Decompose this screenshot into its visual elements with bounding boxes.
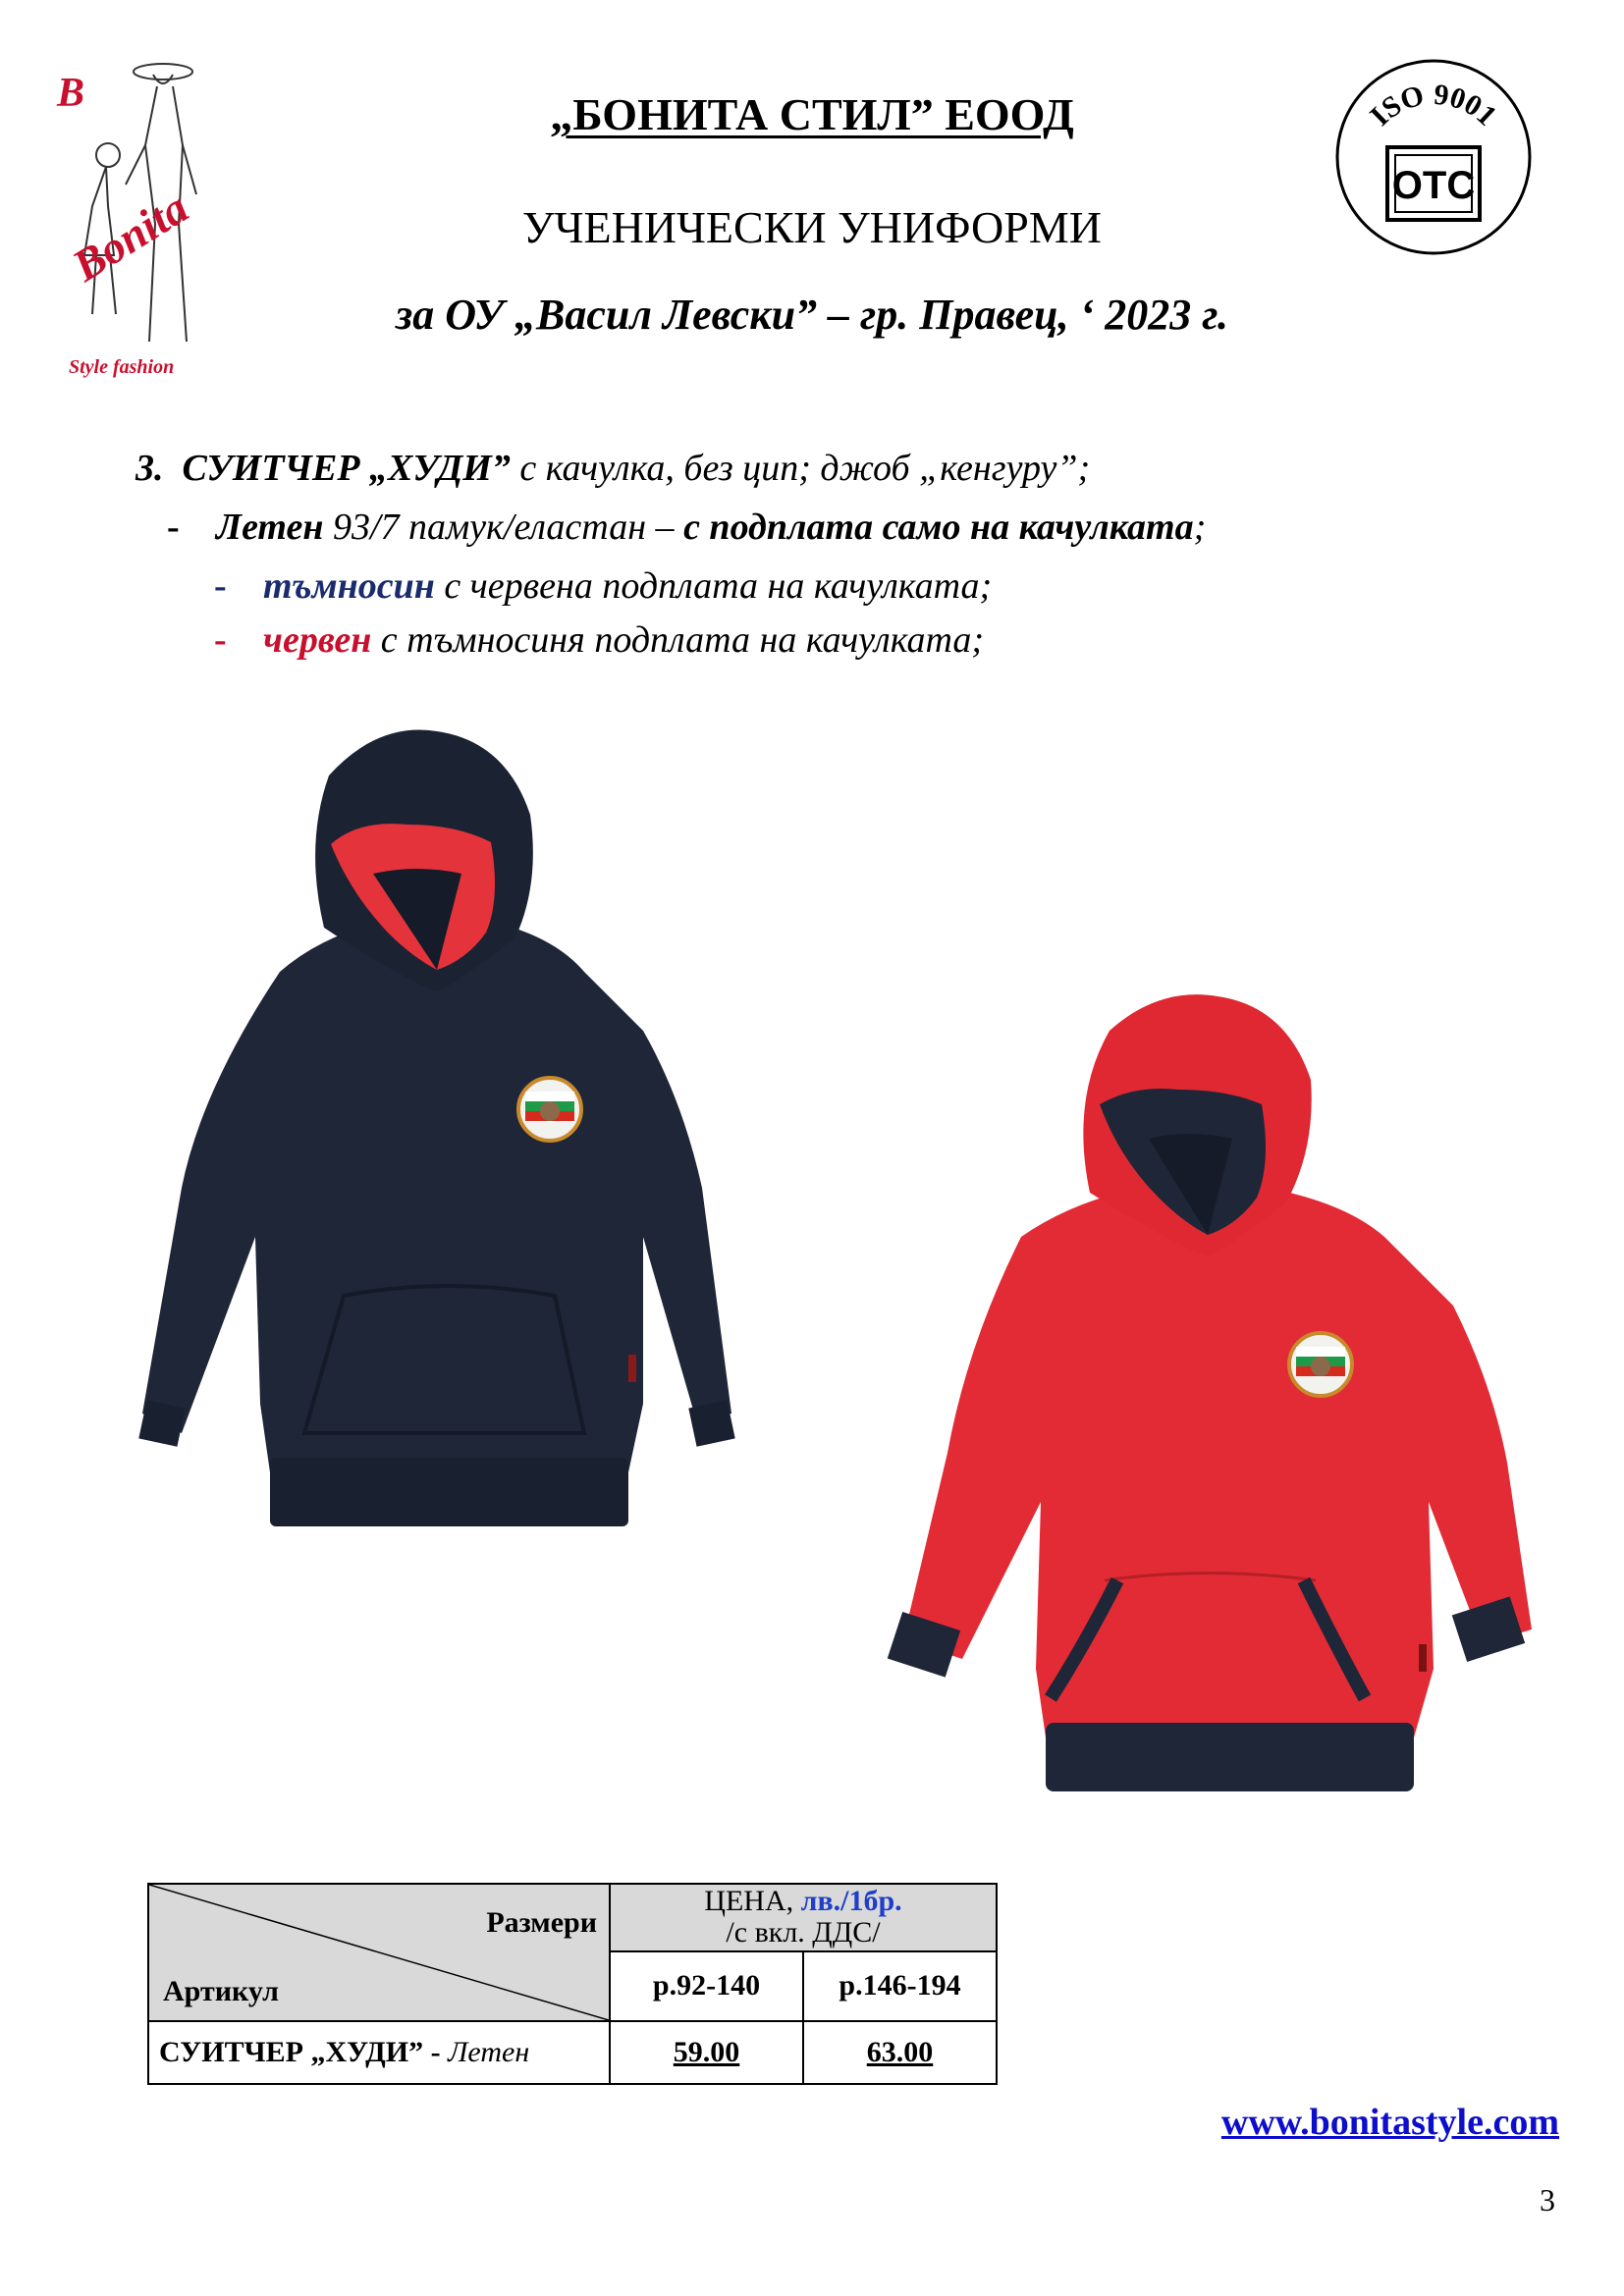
- size-range-small: р.92-140: [610, 1951, 803, 2021]
- price-header: ЦЕНА, лв./1бр. /с вкл. ДДС/: [610, 1884, 997, 1951]
- price-unit: лв./1бр.: [800, 1885, 902, 1918]
- product-title-line: [135, 447, 1090, 490]
- table-row: [148, 2021, 997, 2084]
- product-name: СУИТЧЕР „ХУДИ”: [182, 448, 511, 489]
- product-number: 3.: [135, 448, 164, 489]
- variant-lining: с подплата само на качулката: [683, 507, 1194, 548]
- vat-note: /с вкл. ДДС/: [726, 1916, 881, 1949]
- document-subtitle: УЧЕНИЧЕСКИ УНИФОРМИ: [522, 202, 1102, 252]
- svg-text:Bonita: Bonita: [63, 182, 197, 292]
- price-small: 59.00: [610, 2021, 803, 2084]
- svg-text:OTC: OTC: [1391, 164, 1476, 207]
- size-range-large: р.146-194: [803, 1951, 997, 2021]
- variant-line: - Летен 93/7 памук/еластан – с подплата само на качулката;: [167, 507, 1207, 548]
- article-label: Артикул: [163, 1975, 279, 2007]
- website-link[interactable]: www.bonitastyle.com: [1220, 2102, 1559, 2143]
- red-hoodie-image: [854, 991, 1581, 1816]
- article-name: СУИТЧЕР „ХУДИ” - Летен: [148, 2021, 610, 2084]
- page-number: 3: [1540, 2182, 1555, 2217]
- company-name: „БОНИТА СТИЛ” ЕООД: [550, 89, 1074, 139]
- variant-name: Летен: [216, 507, 324, 548]
- color-option-red: - червен с тъмносиня подплата на качулката;: [214, 619, 985, 661]
- navy-hoodie-image: [93, 726, 781, 1590]
- color-name: червен: [263, 619, 372, 661]
- variant-material: 93/7 памук/еластан –: [323, 507, 684, 548]
- table-header-corner: [148, 1884, 610, 2021]
- sizes-label: Размери: [486, 1906, 597, 1939]
- iso-seal: [1330, 54, 1537, 260]
- price-large: 63.00: [803, 2021, 997, 2084]
- price-table: [147, 1883, 998, 2085]
- color-option-navy: - тъмносин с червена подплата на качулката;: [214, 565, 993, 607]
- svg-text:ISO 9001: ISO 9001: [1364, 78, 1503, 133]
- school-line: за ОУ „Васил Левски” – гр. Правец, ‘ 2023 г.: [396, 291, 1228, 339]
- color-name: тъмносин: [263, 565, 435, 607]
- svg-text:Style fashion: Style fashion: [69, 356, 175, 378]
- svg-text:B: B: [57, 71, 85, 116]
- product-description: с качулка, без цип; джоб „кенгуру”;: [510, 448, 1091, 489]
